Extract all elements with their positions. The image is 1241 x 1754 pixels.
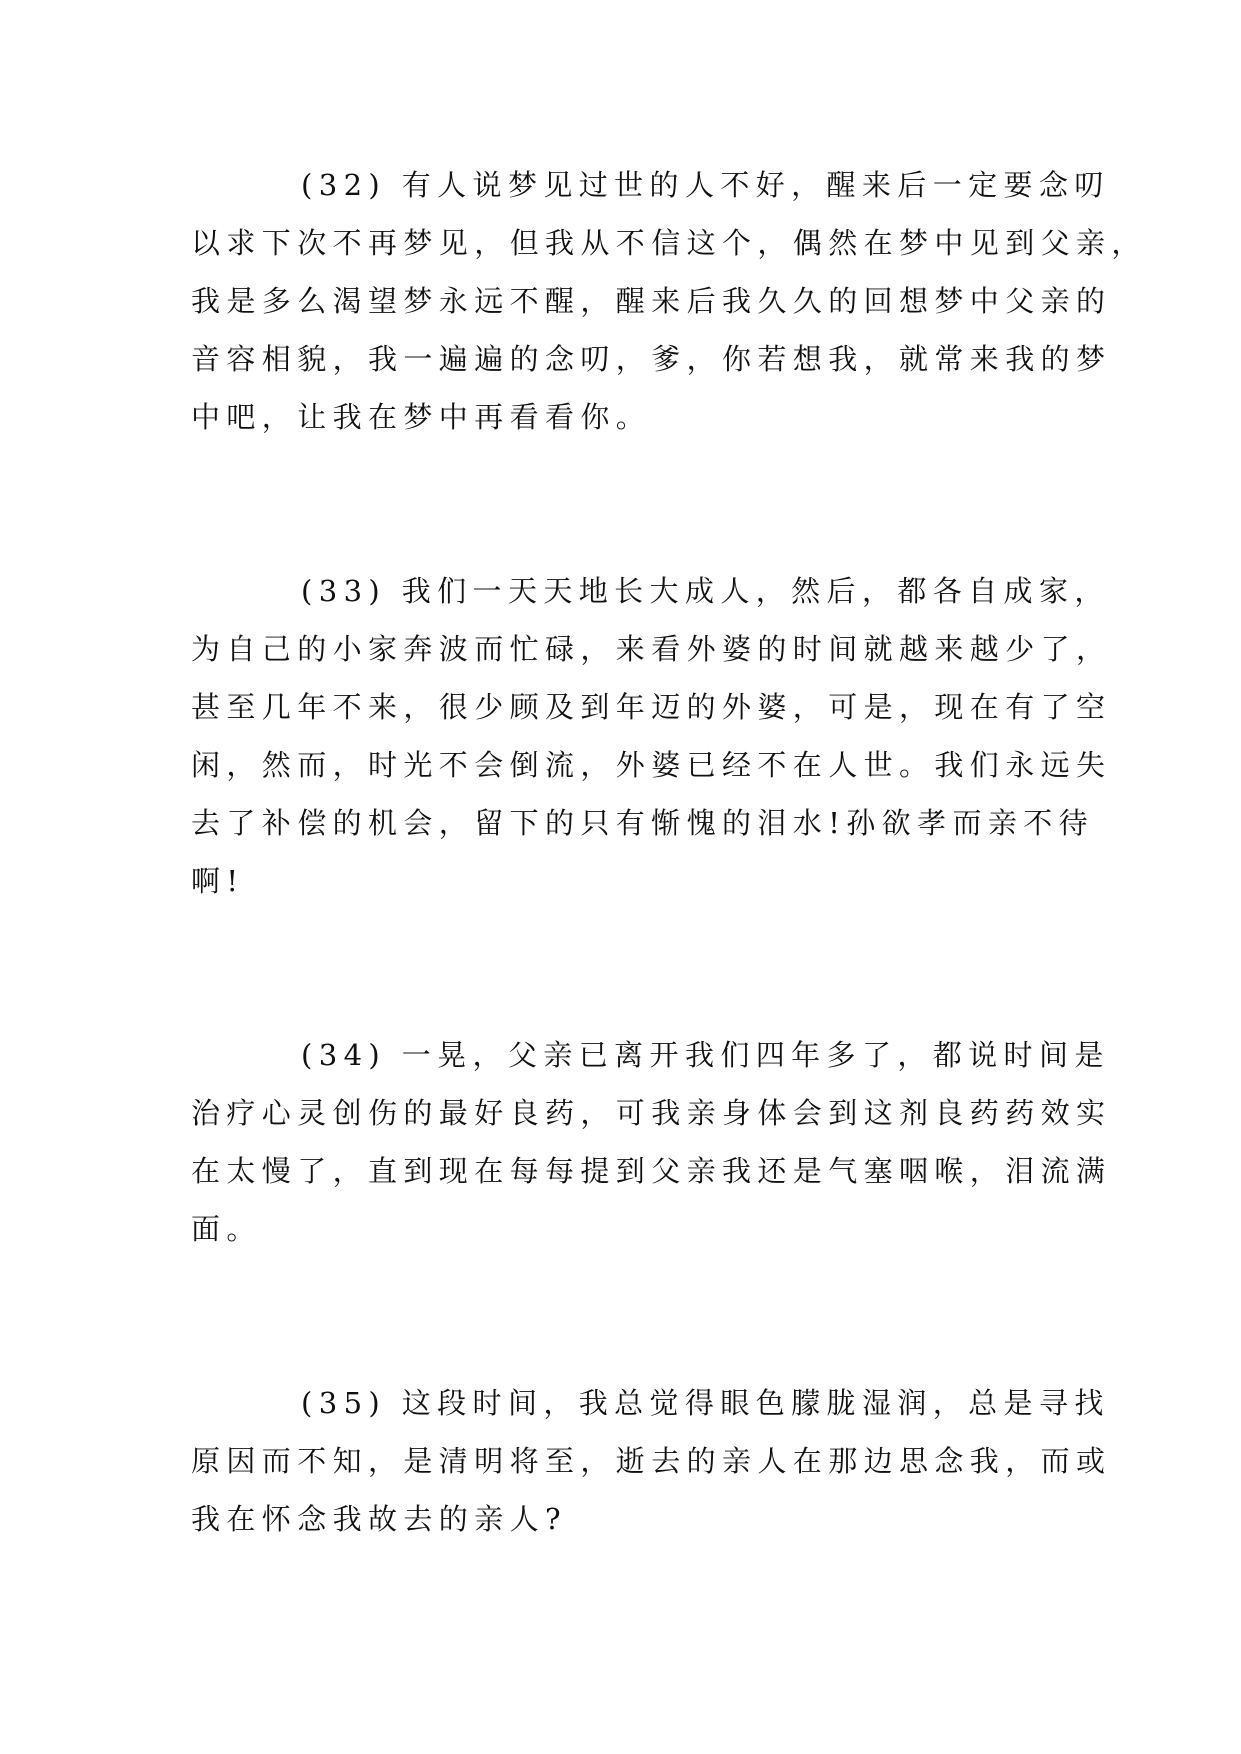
paragraph-line: 原因而不知，是清明将至，逝去的亲人在那边思念我，而或 — [191, 1444, 1112, 1478]
paragraph-33 — [191, 562, 1112, 910]
paragraph-line: (33) 我们一天天地长大成人，然后，都各自成家， — [301, 574, 1110, 608]
paragraph-line: (35) 这段时间，我总觉得眼色朦胧湿润，总是寻找 — [301, 1386, 1110, 1420]
paragraph-35 — [191, 1374, 1112, 1548]
paragraph-34 — [191, 1026, 1112, 1258]
paragraph-line: (34) 一晃，父亲已离开我们四年多了，都说时间是 — [301, 1038, 1110, 1072]
paragraph-line: 我在怀念我故去的亲人? — [191, 1502, 567, 1536]
paragraph-line: 为自己的小家奔波而忙碌，来看外婆的时间就越来越少了， — [191, 632, 1112, 666]
paragraph-line: 我是多么渴望梦永远不醒，醒来后我久久的回想梦中父亲的 — [191, 284, 1112, 318]
paragraph-line: 面。 — [191, 1212, 262, 1246]
paragraph-line: 闲，然而，时光不会倒流，外婆已经不在人世。我们永远失 — [191, 748, 1112, 782]
paragraph-line: 在太慢了，直到现在每每提到父亲我还是气塞咽喉，泪流满 — [191, 1154, 1112, 1188]
paragraph-line: 中吧，让我在梦中再看看你。 — [191, 400, 652, 434]
paragraph-32 — [191, 156, 1147, 446]
paragraph-line: (32) 有人说梦见过世的人不好，醒来后一定要念叨 — [301, 168, 1110, 202]
paragraph-line: 啊! — [191, 864, 245, 898]
paragraph-line: 甚至几年不来，很少顾及到年迈的外婆，可是，现在有了空 — [191, 690, 1112, 724]
paragraph-line: 去了补偿的机会，留下的只有惭愧的泪水!孙欲孝而亲不待 — [191, 806, 1095, 840]
paragraph-line: 治疗心灵创伤的最好良药，可我亲身体会到这剂良药药效实 — [191, 1096, 1112, 1130]
paragraph-line: 以求下次不再梦见，但我从不信这个，偶然在梦中见到父亲， — [191, 226, 1147, 260]
paragraph-line: 音容相貌，我一遍遍的念叨，爹，你若想我，就常来我的梦 — [191, 342, 1112, 376]
